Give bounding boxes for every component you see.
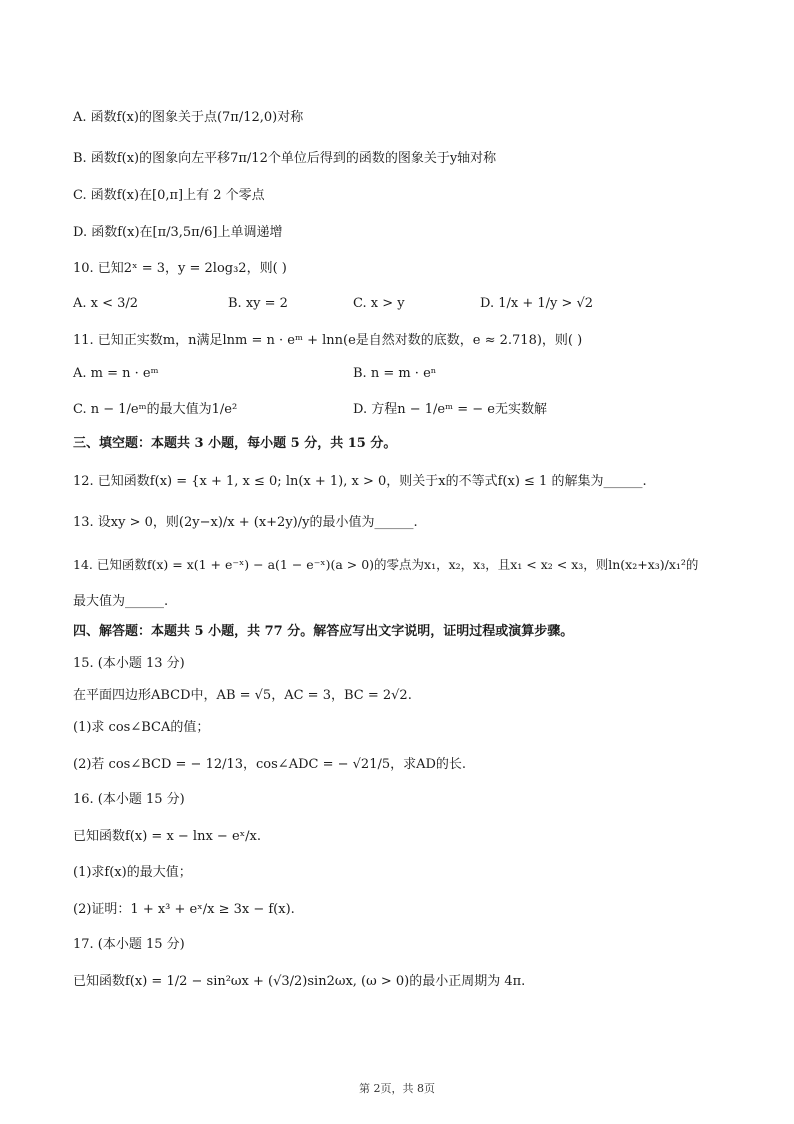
q10-option-c: C. x > y	[353, 296, 405, 311]
section-answer-heading: 四、解答题：本题共 5 小题，共 77 分。解答应写出文字说明，证明过程或演算步骤。	[73, 624, 574, 639]
q12-text: 12. 已知函数f(x) = {x + 1, x ≤ 0; ln(x + 1), x > 0，则关于x的不等式f(x) ≤ 1 的解集为______.	[73, 474, 647, 489]
section-fill-in-heading: 三、填空题：本题共 3 小题，每小题 5 分，共 15 分。	[73, 436, 397, 451]
q13-text: 13. 设xy > 0，则(2y−x)/x + (x+2y)/y的最小值为______.	[73, 515, 418, 530]
q15-header: 15. (本小题 13 分)	[73, 656, 185, 671]
q11-option-b: B. n = m · eⁿ	[353, 366, 437, 381]
q11-stem: 11. 已知正实数m，n满足lnm = n · eᵐ + lnn(e是自然对数的底数，e ≈ 2.718)，则( )	[73, 333, 583, 348]
q10-option-d: D. 1/x + 1/y > √2	[480, 296, 594, 311]
q14-text-line2: 最大值为______.	[73, 594, 169, 609]
q10-stem: 10. 已知2ˣ = 3，y = 2log₃2，则( )	[73, 261, 287, 276]
q11-option-a: A. m = n · eᵐ	[73, 366, 159, 381]
q16-stem: 已知函数f(x) = x − lnx − eˣ/x.	[73, 829, 261, 844]
q16-part2: (2)证明：1 + x³ + eˣ/x ≥ 3x − f(x).	[73, 902, 295, 917]
q10-option-a: A. x < 3/2	[73, 296, 139, 311]
page-footer: 第 2页，共 8页	[359, 1082, 435, 1095]
q11-option-c: C. n − 1/eᵐ的最大值为1/e²	[73, 402, 238, 417]
q17-stem: 已知函数f(x) = 1/2 − sin²ωx + (√3/2)sin2ωx, (ω > 0)的最小正周期为 4π.	[73, 974, 526, 989]
q17-header: 17. (本小题 15 分)	[73, 937, 185, 952]
q11-option-d: D. 方程n − 1/eᵐ = − e无实数解	[353, 402, 547, 417]
q15-stem: 在平面四边形ABCD中，AB = √5，AC = 3，BC = 2√2.	[73, 688, 412, 703]
q9-option-d: D. 函数f(x)在[π/3,5π/6]上单调递增	[73, 225, 283, 240]
q16-header: 16. (本小题 15 分)	[73, 792, 185, 807]
q9-option-b: B. 函数f(x)的图象向左平移7π/12个单位后得到的函数的图象关于y轴对称	[73, 151, 497, 166]
q9-option-a: A. 函数f(x)的图象关于点(7π/12,0)对称	[73, 110, 304, 125]
q15-part2: (2)若 cos∠BCD = − 12/13，cos∠ADC = − √21/5，求AD的长.	[73, 757, 467, 772]
q9-option-c: C. 函数f(x)在[0,π]上有 2 个零点	[73, 188, 265, 203]
q16-part1: (1)求f(x)的最大值；	[73, 865, 192, 880]
q14-text-line1: 14. 已知函数f(x) = x(1 + e⁻ˣ) − a(1 − e⁻ˣ)(a > 0)的零点为x₁，x₂，x₃，且x₁ < x₂ < x₃，则ln(x₂+x₃)/x₁²的	[73, 557, 699, 572]
q15-part1: (1)求 cos∠BCA的值；	[73, 720, 210, 735]
q10-option-b: B. xy = 2	[228, 296, 288, 311]
